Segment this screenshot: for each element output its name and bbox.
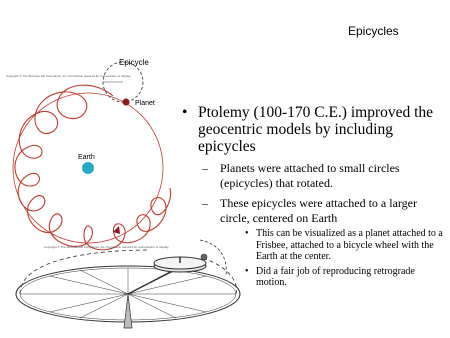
planet-dot (123, 99, 130, 106)
subsub-bullet-retrograde: • Did a fair job of reproducing retrograde motion. (182, 266, 444, 289)
figure-copyright-top: Copyright © The McGraw-Hill Companies, Inc. Permission required for reproduction or display. (6, 74, 132, 78)
earth-label: Earth (78, 154, 95, 161)
subsub-bullet-frisbee: • This can be visualized as a planet attached to a Frisbee, attached to a bicycle wheel with the Earth at the center. (182, 228, 444, 263)
epicycle-label: Epicycle (119, 58, 149, 67)
figure-copyright-bottom: Copyright © The McGraw-Hill Companies, Inc. Permission required for reproduction or display. (44, 245, 170, 249)
bullet-list (182, 104, 444, 289)
planet-label: Planet (135, 100, 155, 107)
main-bullet: • Ptolemy (100-170 C.E.) improved the geocentric models by including epicycles (182, 104, 444, 155)
slide-title: Epicycles (348, 24, 399, 38)
earth-dot (82, 162, 94, 174)
sub-bullet-epicycles: – These epicycles were attached to a larger circle, centered on Earth (182, 196, 444, 225)
sub-bullet-planets: – Planets were attached to small circles (epicycles) that rotated. (182, 161, 444, 190)
